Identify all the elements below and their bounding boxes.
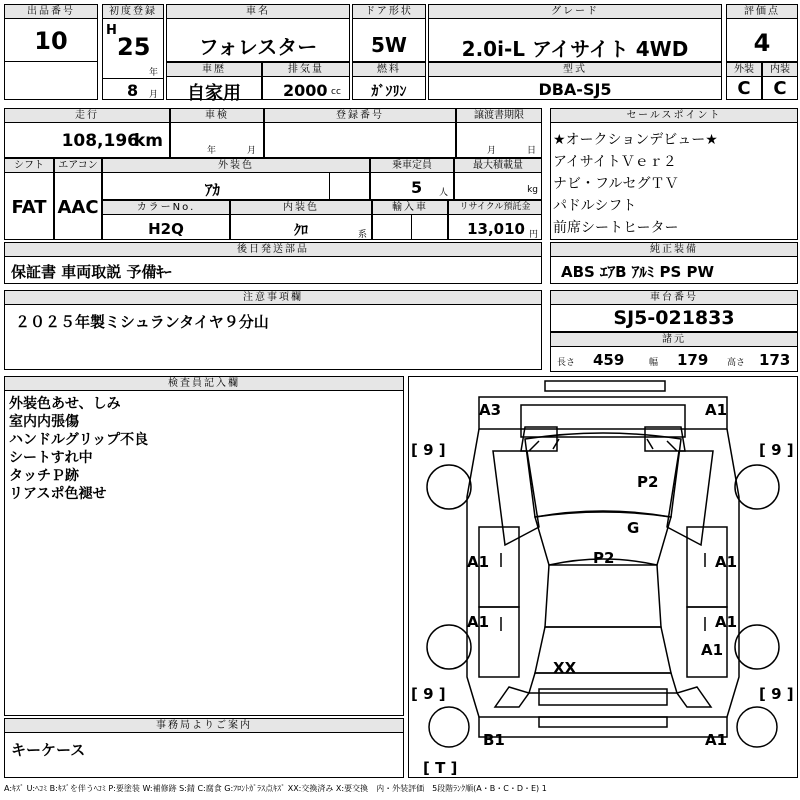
inspector-note: ハンドルグリップ不良 [9, 432, 149, 448]
recycle-label: リサイクル預託金 [449, 201, 541, 215]
mark-a1-right-rear-door: A1 [715, 613, 738, 631]
inspection-cell [170, 108, 264, 158]
mark-a1-rear-right: A1 [705, 731, 728, 749]
mark-b1-rear-left: B1 [483, 731, 505, 749]
capacity-label: 乗車定員 [371, 159, 453, 173]
history-cell [166, 62, 262, 104]
sales-point-item: パドルシフト [553, 198, 637, 214]
tire-rear-left: [ 9 ] [411, 685, 446, 703]
mark-a1-left-front-door: A1 [467, 553, 490, 571]
first-reg-label: 初度登録 [103, 5, 163, 19]
sales-points-label: セールスポイント [551, 109, 797, 123]
height-label: 高さ [727, 358, 746, 368]
month-value: 8 [127, 81, 139, 100]
yen-unit: 円 [528, 230, 538, 240]
inspector-notes-cell [4, 376, 404, 716]
car-name-cell [166, 4, 350, 62]
trunk-mark: [ T ] [423, 759, 458, 777]
sales-point-item: アイサイトＶｅｒ２ [553, 154, 677, 170]
aircon-value: AAC [57, 197, 99, 218]
sales-point-item: ★オークションデビュー★ [553, 132, 718, 148]
interior-grade-value: C [773, 78, 787, 99]
int-color-value: ｸﾛ [294, 223, 308, 239]
color-no-cell [102, 200, 230, 240]
model-code-cell [428, 62, 722, 100]
inspector-notes-label: 検査員記入欄 [5, 377, 403, 391]
lot-no-value: 10 [34, 27, 68, 55]
ext-color-label: 外装色 [103, 159, 369, 173]
history-label: 車歴 [167, 63, 261, 77]
damage-diagram [408, 376, 798, 778]
year-value: 25 [117, 33, 151, 61]
displacement-label: 排気量 [263, 63, 349, 77]
first-reg-cell [102, 4, 164, 100]
recycle-value: 13,010 [467, 220, 525, 238]
mark-p2-roof: P2 [593, 549, 615, 567]
mileage-label: 走行 [5, 109, 169, 123]
cc-unit: cc [331, 87, 341, 97]
length-label: 長さ [557, 358, 576, 368]
kei-unit: 系 [357, 230, 367, 240]
grade-value: 2.0i-L アイサイト 4WD [461, 37, 689, 61]
ext-color-cell [102, 158, 370, 200]
tire-rear-right: [ 9 ] [759, 685, 794, 703]
mark-p2-hood: P2 [637, 473, 659, 491]
width-label: 幅 [649, 358, 659, 368]
aircon-cell [54, 158, 102, 240]
int-color-cell [230, 200, 372, 240]
score-value: 4 [753, 29, 771, 57]
shift-cell [4, 158, 54, 240]
transfer-day-unit: 日 [527, 146, 537, 156]
mark-a1-right-rear-fender: A1 [701, 641, 724, 659]
inspector-note: タッチＰ跡 [9, 468, 79, 484]
car-name-value: フォレスター [198, 35, 318, 59]
std-equipment-value: ABS ｴｱB ｱﾙﾐ PS PW [561, 263, 715, 281]
fuel-label: 燃料 [353, 63, 425, 77]
tire-front-left: [ 9 ] [411, 441, 446, 459]
door-value: 5W [371, 33, 407, 57]
transfer-deadline-label: 譲渡書期限 [457, 109, 541, 123]
kg-unit: kg [527, 185, 538, 195]
mark-xx-rear-glass: XX [553, 659, 577, 677]
grade-label: グレード [429, 5, 721, 19]
reg-no-label: 登録番号 [265, 109, 455, 123]
history-value: 自家用 [187, 83, 241, 104]
capacity-cell [370, 158, 454, 200]
car-name-label: 車名 [167, 5, 349, 19]
shift-value: FAT [11, 197, 47, 218]
fuel-cell [352, 62, 426, 100]
sales-point-item: 前席シートヒーター [553, 220, 679, 236]
sales-point-item: ナビ・フルセグＴＶ [553, 176, 679, 192]
color-no-value: H2Q [148, 220, 184, 238]
score-label: 評価点 [727, 5, 797, 19]
shift-label: シフト [5, 159, 53, 173]
max-load-cell [454, 158, 542, 200]
exterior-grade-value: C [737, 78, 751, 99]
km-unit: km [133, 131, 163, 151]
car-diagram-svg [409, 377, 797, 777]
door-label: ドア形状 [353, 5, 425, 19]
inspection-month-unit: 月 [247, 146, 257, 156]
import-label: 輸入車 [373, 201, 447, 215]
aircon-label: エアコン [55, 159, 101, 173]
door-cell [352, 4, 426, 62]
after-parts-value: 保証書 車両取説 予備ｷｰ [11, 263, 172, 281]
exterior-grade-cell [726, 62, 762, 100]
fuel-value: ｶﾞｿﾘﾝ [371, 84, 407, 100]
office-info-label: 事務局よりご案内 [5, 719, 403, 733]
mark-a1-left-rear-door: A1 [467, 613, 490, 631]
notes-cell [4, 290, 542, 370]
inspector-note: リアスポ色褪せ [9, 486, 107, 502]
month-unit: 月 [149, 90, 159, 100]
tire-front-right: [ 9 ] [759, 441, 794, 459]
int-color-label: 内装色 [231, 201, 371, 215]
year-unit: 年 [149, 68, 159, 78]
era-value: H [106, 23, 117, 38]
transfer-deadline-cell [456, 108, 542, 158]
import-cell [372, 200, 448, 240]
inspector-note: 外装色あせ、しみ [9, 396, 121, 412]
after-parts-cell [4, 242, 542, 284]
capacity-value: 5 [411, 178, 423, 197]
chassis-no-value: SJ5-021833 [613, 307, 735, 329]
height-value: 173 [759, 351, 791, 369]
mark-a3-front-left: A3 [479, 401, 502, 419]
specs-label: 諸元 [551, 333, 797, 347]
std-equipment-label: 純正装備 [551, 243, 797, 257]
office-info-cell [4, 718, 404, 778]
sales-points-cell [550, 108, 798, 240]
inspector-note: シートすれ中 [9, 450, 93, 466]
recycle-cell [448, 200, 542, 240]
notes-value: ２０２５年製ミシュランタイヤ９分山 [15, 313, 269, 331]
grade-cell [428, 4, 722, 62]
transfer-month-unit: 月 [487, 146, 497, 156]
mark-a1-front-right: A1 [705, 401, 728, 419]
displacement-cell [262, 62, 350, 100]
exterior-label: 外装 [727, 63, 761, 77]
lot-no-label: 出品番号 [5, 5, 97, 19]
score-cell [726, 4, 798, 62]
inspector-note: 室内内張傷 [9, 414, 79, 430]
notes-label: 注意事項欄 [5, 291, 541, 305]
std-equipment-cell [550, 242, 798, 284]
mark-a1-right-front-door: A1 [715, 553, 738, 571]
inspection-year-unit: 年 [207, 146, 217, 156]
displacement-value: 2000 [283, 81, 328, 100]
chassis-no-label: 車台番号 [551, 291, 797, 305]
color-no-label: カラーNo. [103, 201, 229, 215]
max-load-label: 最大積載量 [455, 159, 541, 173]
after-parts-label: 後日発送部品 [5, 243, 541, 257]
interior-grade-cell [762, 62, 798, 100]
inspection-label: 車検 [171, 109, 263, 123]
office-info-value: キーケース [11, 741, 86, 759]
model-code-label: 型式 [429, 63, 721, 77]
legend-text: A:ｷｽﾞ U:ﾍｺﾐ B:ｷｽﾞを伴うﾍｺﾐ P:要塗装 W:補修跡 S:錆 C:腐食 G:ﾌﾛﾝﾄｶﾞﾗｽ点ｷｽﾞ XX:交換済み X:要交換 内・外装評価 5段階ﾗﾝｸ順(A・B・C・D・E) 1 [4, 784, 547, 793]
chassis-no-cell [550, 290, 798, 332]
width-value: 179 [677, 351, 709, 369]
mark-g-windshield: G [627, 519, 640, 537]
lot-no-cell [4, 4, 98, 100]
length-value: 459 [593, 351, 625, 369]
model-code-value: DBA-SJ5 [538, 80, 612, 99]
person-unit: 人 [439, 188, 449, 198]
mileage-cell [4, 108, 170, 158]
reg-no-cell [264, 108, 456, 158]
mileage-value: 108,196 [61, 131, 139, 151]
specs-cell [550, 332, 798, 372]
interior-label: 内装 [763, 63, 797, 77]
ext-color-value: ｱｶ [205, 181, 221, 199]
